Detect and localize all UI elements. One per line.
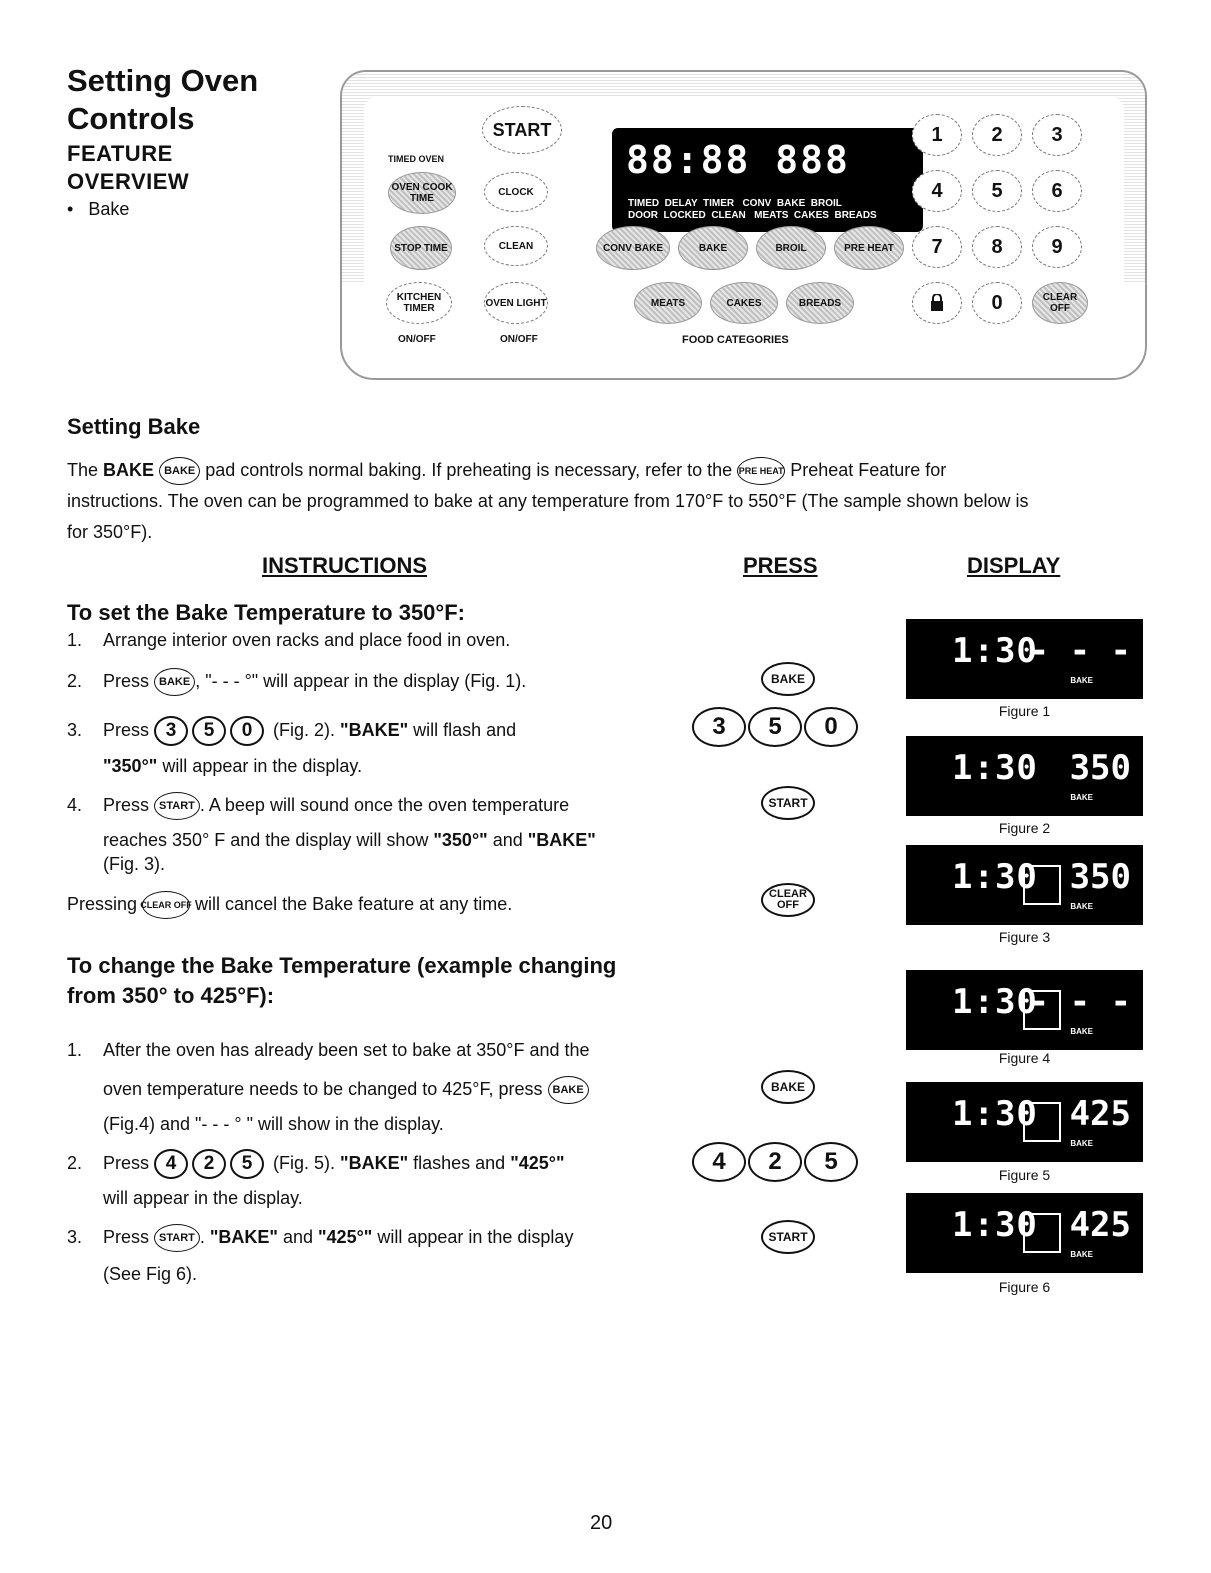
display-temp: 425 <box>1069 1094 1131 1134</box>
key-6: 6 <box>1032 170 1082 212</box>
pre-heat-pad: PRE HEAT <box>834 226 904 270</box>
figure-1-caption: Figure 1 <box>998 703 1051 719</box>
figure-2-caption: Figure 2 <box>998 820 1051 836</box>
display-temp: 350 <box>1069 857 1131 897</box>
lock-icon <box>930 294 944 312</box>
oven-light-pad: OVEN LIGHT <box>484 282 548 324</box>
inline-bake-button: BAKE <box>154 668 195 696</box>
s1-step3-line2: "350°" will appear in the display. <box>103 756 363 776</box>
inline-start-button: START <box>154 792 200 820</box>
instructions-column-heading: INSTRUCTIONS <box>262 553 427 578</box>
stop-time-pad: STOP TIME <box>390 226 452 270</box>
s2-step1: 1. After the oven has already been set to bake at 350°F and the <box>67 1040 590 1060</box>
page-title: Setting Oven Controls <box>67 63 259 136</box>
oven-cook-time-pad: OVEN COOK TIME <box>388 172 456 214</box>
display-temp: - - - <box>1028 631 1131 671</box>
figure-4-caption: Figure 4 <box>998 1050 1051 1066</box>
press-start-1: START <box>761 786 815 820</box>
key-7: 7 <box>912 226 962 268</box>
intro-line-1: The BAKE BAKE pad controls normal baking. If preheating is necessary, refer to the PRE HEAT Preheat Feature for <box>67 455 1137 486</box>
inline-key-5: 5 <box>192 716 226 746</box>
inline-key-4: 4 <box>154 1149 188 1179</box>
display-bake-indicator: BAKE <box>1070 902 1093 911</box>
on-off-label-2: ON/OFF <box>500 334 538 345</box>
s2-step3-line2: (See Fig 6). <box>103 1264 198 1284</box>
s1-step4: 4. Press START . A beep will sound once the oven temperature <box>67 792 569 820</box>
s2-step1-line3: (Fig.4) and "- - - ° " will show in the display. <box>103 1114 444 1134</box>
display-time: 1:30 <box>952 631 1038 671</box>
door-lock-box <box>1023 1213 1061 1253</box>
figure-3-display <box>906 845 1143 925</box>
bullet-text: Bake <box>88 199 130 219</box>
figure-4-display <box>906 970 1143 1050</box>
figure-6-display <box>906 1193 1143 1273</box>
control-panel-illustration <box>340 70 1147 380</box>
press-column-heading: PRESS <box>743 553 818 578</box>
clock-pad: CLOCK <box>484 172 548 212</box>
display-temp: - - - <box>1028 982 1131 1022</box>
s1-step3: 3. Press 3 5 0 (Fig. 2). "BAKE" will flash and <box>67 716 516 746</box>
display-digits: 88:88 888 <box>626 138 850 182</box>
meats-pad: MEATS <box>634 282 702 324</box>
inline-key-5: 5 <box>230 1149 264 1179</box>
press-key-3: 3 <box>692 707 746 747</box>
press-bake-1: BAKE <box>761 662 815 696</box>
display-time: 1:30 <box>952 748 1038 788</box>
display-column-heading: DISPLAY <box>967 553 1061 578</box>
display-time: 1:30 <box>952 1205 1038 1245</box>
display-time: 1:30 <box>952 1094 1038 1134</box>
timed-oven-label: TIMED OVEN <box>388 154 445 164</box>
figure-6-caption: Figure 6 <box>998 1279 1051 1295</box>
inline-key-3: 3 <box>154 716 188 746</box>
section1-heading: To set the Bake Temperature to 350°F: <box>67 600 465 625</box>
display-bake-indicator: BAKE <box>1070 1250 1093 1259</box>
bake-pad: BAKE <box>678 226 748 270</box>
s1-step1: 1. Arrange interior oven racks and place food in oven. <box>67 630 511 650</box>
display-bake-indicator: BAKE <box>1070 1027 1093 1036</box>
panel-display <box>612 128 923 232</box>
inline-pre-heat-button: PRE HEAT <box>737 457 785 485</box>
key-4: 4 <box>912 170 962 212</box>
panel-face <box>364 96 1124 366</box>
s1-step2: 2. Press BAKE , "- - - °" will appear in the display (Fig. 1). <box>67 668 526 696</box>
figure-1-display <box>906 619 1143 699</box>
kitchen-timer-pad: KITCHEN TIMER <box>386 282 452 324</box>
intro-line-2: instructions. The oven can be programmed to bake at any temperature from 170°F to 550°F (The sample shown below is <box>67 491 1029 511</box>
key-9: 9 <box>1032 226 1082 268</box>
display-time: 1:30 <box>952 982 1038 1022</box>
door-lock-box <box>1023 1102 1061 1142</box>
setting-bake-intro <box>67 455 1137 548</box>
key-5: 5 <box>972 170 1022 212</box>
key-0: 0 <box>972 282 1022 324</box>
cakes-pad: CAKES <box>710 282 778 324</box>
broil-pad: BROIL <box>756 226 826 270</box>
figure-3-caption: Figure 3 <box>998 929 1051 945</box>
press-key-5: 5 <box>748 707 802 747</box>
press-425-keys <box>692 1142 860 1182</box>
s2-step2-line2: will appear in the display. <box>103 1188 303 1208</box>
key-2: 2 <box>972 114 1022 156</box>
key-3: 3 <box>1032 114 1082 156</box>
setting-bake-heading: Setting Bake <box>67 414 201 439</box>
clean-pad: CLEAN <box>484 226 548 266</box>
figure-5-display <box>906 1082 1143 1162</box>
display-time: 1:30 <box>952 857 1038 897</box>
inline-key-0: 0 <box>230 716 264 746</box>
key-1: 1 <box>912 114 962 156</box>
breads-pad: BREADS <box>786 282 854 324</box>
section2-heading: To change the Bake Temperature (example changing from 350° to 425°F): <box>67 953 617 1008</box>
intro-line-3: for 350°F). <box>67 522 153 542</box>
press-key-5: 5 <box>804 1142 858 1182</box>
s1-cancel-note: Pressing CLEAR OFF will cancel the Bake feature at any time. <box>67 891 512 919</box>
intro-bake-word: BAKE <box>103 460 155 480</box>
clear-off-pad: CLEAR OFF <box>1032 282 1088 324</box>
display-bake-indicator: BAKE <box>1070 793 1093 802</box>
bullet-item: • Bake <box>67 199 130 219</box>
conv-bake-pad: CONV BAKE <box>596 226 670 270</box>
press-key-4: 4 <box>692 1142 746 1182</box>
s1-step4-line3: (Fig. 3). <box>103 854 166 874</box>
display-bake-indicator: BAKE <box>1070 1139 1093 1148</box>
press-start-2: START <box>761 1220 815 1254</box>
inline-start-button: START <box>154 1224 200 1252</box>
inline-bake-button: BAKE <box>159 457 200 485</box>
lock-key <box>912 282 962 324</box>
press-key-0: 0 <box>804 707 858 747</box>
s2-step2: 2. Press 4 2 5 (Fig. 5). "BAKE" flashes and "425°" <box>67 1149 565 1179</box>
press-350-keys <box>692 707 860 747</box>
s2-step1-line2: oven temperature needs to be changed to 425°F, press BAKE <box>103 1076 589 1104</box>
press-key-2: 2 <box>748 1142 802 1182</box>
s2-step3: 3. Press START . "BAKE" and "425°" will appear in the display <box>67 1224 573 1252</box>
page-number: 20 <box>590 1512 613 1534</box>
press-clear-off: CLEAR OFF <box>761 883 815 917</box>
press-bake-2: BAKE <box>761 1070 815 1104</box>
start-pad: START <box>482 106 562 154</box>
figure-5-caption: Figure 5 <box>998 1167 1051 1183</box>
food-categories-label: FOOD CATEGORIES <box>682 334 789 346</box>
s1-step4-line2: reaches 350° F and the display will show "350°" and "BAKE" <box>103 830 596 850</box>
on-off-label-1: ON/OFF <box>398 334 436 345</box>
inline-key-2: 2 <box>192 1149 226 1179</box>
inline-bake-button: BAKE <box>548 1076 589 1104</box>
key-8: 8 <box>972 226 1022 268</box>
display-temp: 425 <box>1069 1205 1131 1245</box>
display-words: TIMED DELAY TIMER CONV BAKE BROIL DOOR LOCKED CLEAN MEATS CAKES BREADS <box>628 198 877 221</box>
feature-overview-heading: FEATURE OVERVIEW <box>67 141 190 194</box>
display-bake-indicator: BAKE <box>1070 676 1093 685</box>
door-lock-box <box>1023 865 1061 905</box>
inline-clear-off-button: CLEAR OFF <box>142 891 190 919</box>
figure-2-display <box>906 736 1143 816</box>
display-temp: 350 <box>1069 748 1131 788</box>
